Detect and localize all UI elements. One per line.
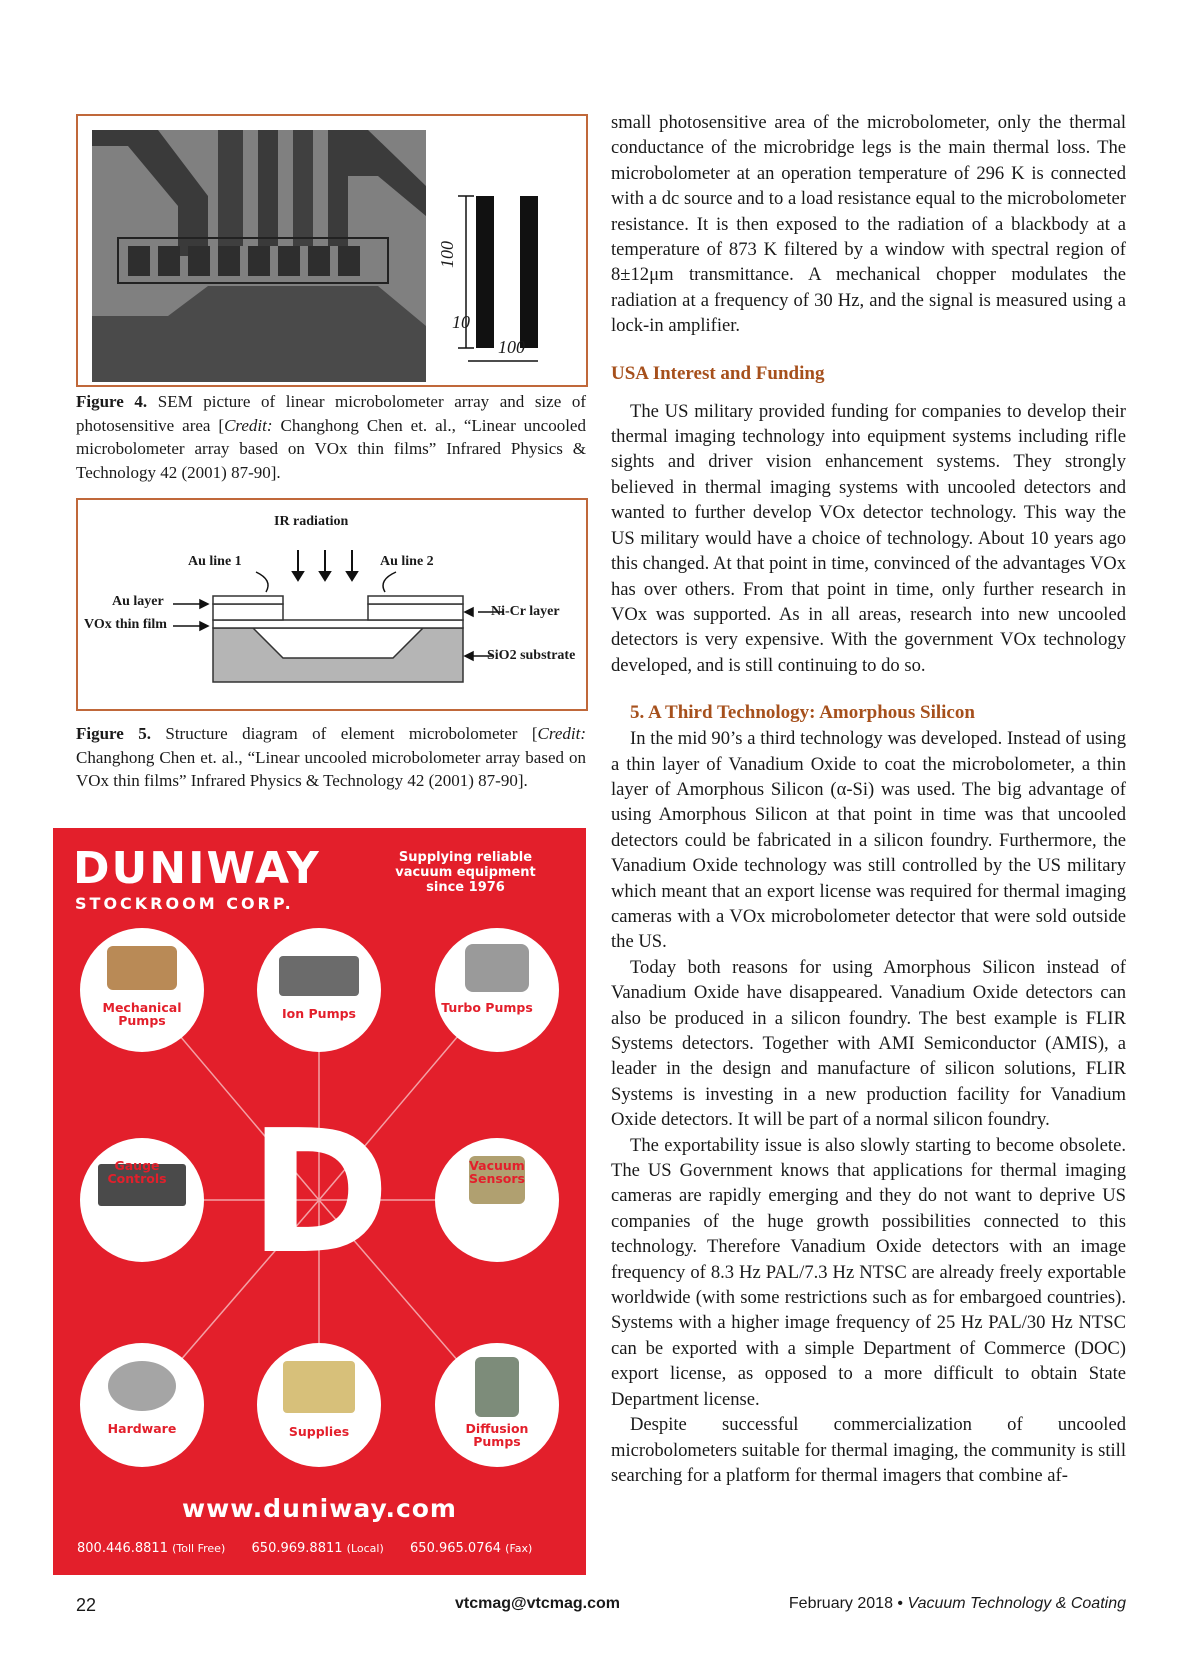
figure-4-frame: [76, 114, 588, 387]
figure-5-label-au-layer: Au layer: [112, 594, 164, 609]
product-circle-turbo-pumps: [435, 928, 559, 1052]
article-paragraph-usa: The US military provided funding for companies to develop their thermal imaging technology into equipment systems including rifle sights and driver vision enhancement systems. They strongly believed in thermal imaging systems with uncooled detectors and wanted to further develop VOx detector technology. This way the US military would have a choice of technology. About 10 years ago this changed. At that point in time, convinced of the advantages VOx has over others. From that point in time, only further research in VOx was supported. As in all areas, research into new uncooled detectors is very expensive. With the government VOx technology developed, and is still continuing to do so.: [611, 400, 1126, 676]
figure-4-caption-text: SEM picture of linear microbolometer array and size of photosensitive area [: [76, 392, 586, 435]
duniway-advertisement: [53, 828, 586, 1575]
ad-phone-toll-free: 800.446.8811: [77, 1541, 168, 1556]
product-label-vacuum-sensors: Vacuum Sensors: [468, 1158, 525, 1186]
hardware-fittings-icon: [108, 1361, 176, 1411]
footer-bullet: •: [897, 1595, 904, 1612]
ad-tagline-line-3: since 1976: [426, 880, 505, 895]
ad-phone-fax-note: (Fax): [505, 1542, 533, 1555]
footer-email[interactable]: vtcmag@vtcmag.com: [455, 1595, 620, 1612]
figure-4-scale-10: 10: [452, 312, 470, 332]
footer-issue: [770, 1595, 1126, 1613]
article-paragraph-third-3: The exportability issue is also slowly starting to become obsolete. The US Government knows that applications for thermal imaging cameras are rapidly emerging and they do not want to deprive US companies of the huge growth possibilities connected to this technology. Therefore Vanadium Oxide detectors with an image frequency of 8.3 Hz PAL/7.3 Hz NTSC are already freely exportable worldwide (with some restrictions such as for embargoed countries). Systems with a higher image frequency of 25 Hz PAL/30 Hz NTSC can be exported with a simple Department of Commerce (DOC) export license, as opposed to a more difficult to obtain State Department license.: [611, 1134, 1126, 1410]
article-paragraph-third-2: Today both reasons for using Amorphous Silicon instead of Vanadium Oxide have disappeared. Vanadium Oxide detectors can also be produced in a silicon foundry. The best example is FLIR Systems detectors. Together with AMI Semiconductor (AMIS), a leader in the design and manufacture of silicon solutions, FLIR Systems is investing in a new production facility for Vanadium Oxide detectors. It will be part of a normal silicon foundry.: [611, 956, 1126, 1131]
figure-5-caption-label: Figure 5.: [76, 724, 151, 743]
ad-phone-local-note: (Local): [346, 1542, 384, 1555]
figure-5-label-vox-thin-film: VOx thin film: [84, 617, 167, 632]
figure-4-scale-100-vertical: 100: [437, 241, 457, 268]
figure-4-scale-100-horizontal: 100: [498, 337, 525, 357]
product-circle-hardware: [80, 1343, 204, 1467]
figure-4-caption-source: Changhong Chen et. al., “Linear uncooled microbolometer array based on VOx thin films” Infrared Physics & Technology 42 (2001) 87-90].: [76, 415, 586, 482]
ad-logo-letter: D: [249, 1094, 391, 1292]
article-paragraph-third-4: Despite successful commercialization of uncooled microbolometers suitable for thermal imaging, the community is still searching for a platform for thermal imagers that combine af-: [611, 1414, 1126, 1486]
page-number: 22: [76, 1595, 97, 1615]
product-label-supplies: Supplies: [288, 1424, 350, 1439]
mechanical-pump-icon: [107, 946, 177, 990]
figure-5-label-ni-cr-layer: Ni-Cr layer: [491, 604, 560, 619]
ad-sub-brand: STOCKROOM CORP.: [75, 894, 294, 913]
figure-5-label-ir-radiation: IR radiation: [274, 514, 349, 529]
product-label-gauge-controls: Gauge Controls: [107, 1158, 167, 1186]
article-column: [611, 110, 1126, 1488]
section-heading-third-technology: 5. A Third Technology: Amorphous Silicon: [630, 702, 975, 724]
ad-phone-fax: 650.965.0764: [410, 1541, 502, 1556]
product-label-diffusion-pumps: Diffusion Pumps: [465, 1421, 529, 1449]
product-label-mechanical-pumps: Mechanical Pumps: [102, 1000, 182, 1028]
ad-tagline-line-1: Supplying reliable: [398, 850, 533, 865]
figure-5-caption-text: Structure diagram of element microbolometer [: [150, 724, 538, 743]
figure-5-label-au-line-1: Au line 1: [188, 554, 242, 569]
product-label-hardware: Hardware: [107, 1421, 177, 1436]
figure-5-label-sio2-substrate: SiO2 substrate: [487, 648, 576, 663]
product-circle-mechanical-pumps: [80, 928, 204, 1052]
article-paragraph-intro: small photosensitive area of the microbolometer, only the thermal conductance of the microbridge legs is the main thermal loss. The microbolometer at an operation temperature of 296 K is connected with a dc source and to a load resistance equal to the microbolometer resistance. It is then exposed to the radiation of a blackbody at a temperature of 873 K filtered by a window with spectral region of 8±12μm transmittance. A mechanical chopper modulates the radiation at a frequency of 30 Hz, and the signal is measured using a lock-in amplifier.: [611, 112, 1126, 337]
ad-phone-local: 650.969.8811: [251, 1541, 343, 1556]
footer-publication: Vacuum Technology & Coating: [907, 1595, 1126, 1612]
section-heading-usa-interest: USA Interest and Funding: [611, 362, 825, 384]
product-label-ion-pumps: Ion Pumps: [282, 1006, 356, 1021]
product-circle-vacuum-sensors: [435, 1138, 559, 1262]
product-circle-supplies: [257, 1343, 381, 1467]
ad-tagline-line-2: vacuum equipment: [395, 865, 536, 880]
product-circle-gauge-controls: [80, 1138, 204, 1262]
ion-pump-icon: [279, 956, 359, 996]
figure-4-caption: [76, 390, 586, 484]
figure-4-caption-label: Figure 4.: [76, 392, 148, 411]
turbo-pump-icon: [465, 944, 529, 992]
supplies-bottles-icon: [283, 1361, 355, 1413]
product-circle-ion-pumps: [257, 928, 381, 1052]
figure-5-caption-source: Changhong Chen et. al., “Linear uncooled microbolometer array based on VOx thin films” Infrared Physics & Technology 42 (2001) 87-90].: [76, 747, 586, 791]
ad-phone-toll-free-note: (Toll Free): [172, 1542, 226, 1555]
ad-website[interactable]: www.duniway.com: [182, 1494, 457, 1523]
footer-date: February 2018: [788, 1595, 893, 1612]
figure-5-frame: [76, 498, 588, 711]
figure-4-caption-credit: Credit:: [224, 415, 273, 435]
article-paragraph-third-1: In the mid 90’s a third technology was developed. Instead of using a thin layer of Vanadium Oxide to coat the microbolometer, a thin layer of Amorphous Silicon (α-Si) was used. The big advantage of using Amorphous Silicon at that point in time was that uncooled detectors could be fabricated in a silicon foundry. Furthermore, the Vanadium Oxide technology was still controlled by the US military which meant that an export license was required for thermal imaging cameras with a VOx microbolometer detector that were sold outside the US.: [611, 728, 1126, 953]
figure-5-label-au-line-2: Au line 2: [380, 554, 434, 569]
figure-5-caption-credit: Credit:: [537, 724, 586, 743]
diffusion-pump-icon: [475, 1357, 519, 1417]
figure-5-caption: [76, 722, 586, 793]
product-label-turbo-pumps: Turbo Pumps: [441, 1000, 533, 1015]
ad-brand-name: DUNIWAY: [73, 843, 321, 894]
ad-phone-numbers: [77, 1541, 577, 1556]
